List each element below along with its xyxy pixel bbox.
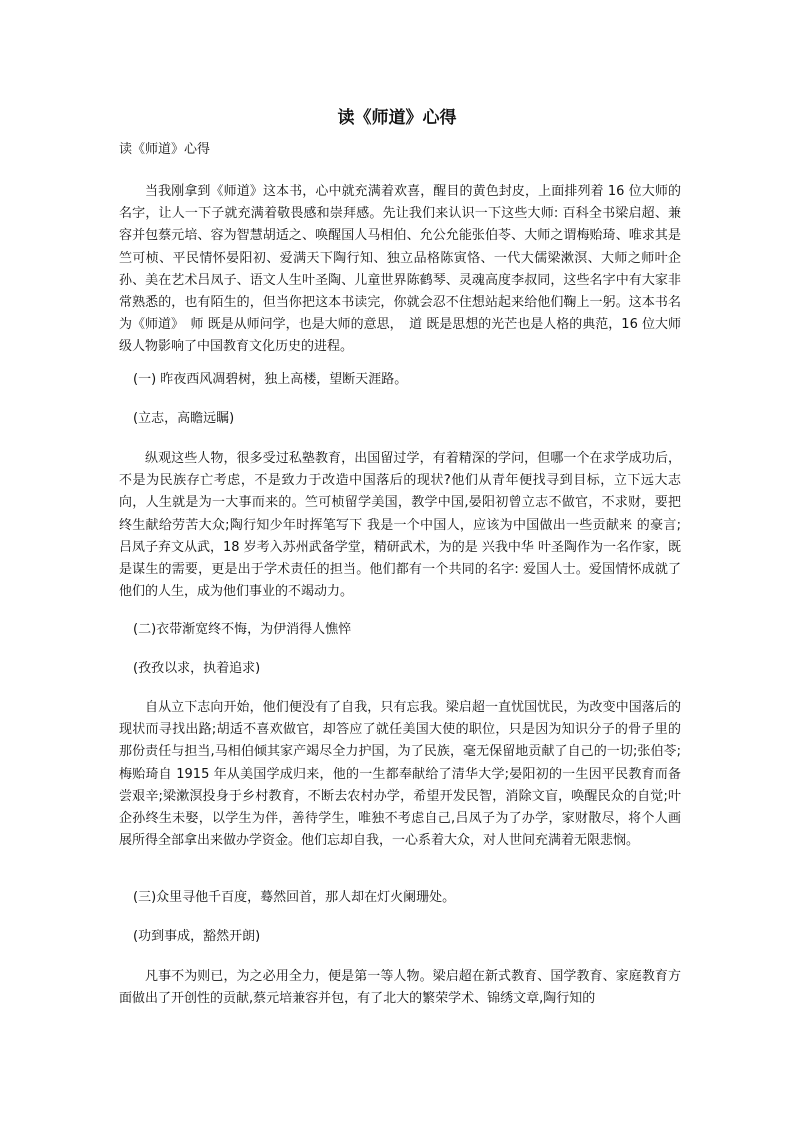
paragraph-intro: 当我刚拿到《师道》这本书，心中就充满着欢喜，醒目的黄色封皮，上面排列着 16 位大师的名字，让人一下子就充满着敬畏感和崇拜感。先让我们来认识一下这些大师: 百科全书梁启超、兼容并包蔡元培、容为智慧胡适之、唤醒国人马相伯、允公允能张伯苓、大师之谓梅贻琦、唯求其是竺可桢、平民情怀晏阳初、爱满天下陶行知、独立品格陈寅恪、一代大儒梁漱溟、大师之师叶企孙、美在艺术吕凤子、语文人生叶圣陶、儿童世界陈鹤琴、灵魂高度李叔同，这些名字中有大家非常熟悉的，也有陌生的，但当你把这本书读完，你就会忍不住想站起来给他们鞠上一躬。这本书名为《师道》 师 既是从师问学，也是大师的意思， 道 既是思想的光芒也是人格的典范，16 位大师级人物影响了中国教育文化历史的进程。 [119, 184, 681, 355]
section-1-theme: (立志，高瞻远瞩) [133, 411, 235, 426]
paragraph-section-2: 自从立下志向开始，他们便没有了自我，只有忘我。梁启超一直忧国忧民，为改变中国落后的现状而寻找出路;胡适不喜欢做官，却答应了就任美国大使的职位，只是因为知识分子的骨子里的那份责任与担当,马相伯倾其家产竭尽全力护国，为了民族，毫无保留地贡献了自己的一切;张伯苓;梅贻琦自 1915 年从美国学成归来，他的一生都奉献给了清华大学;晏阳初的一生因平民教育而备尝艰辛;梁漱溟投身于乡村教育，不断去农村办学，希望开发民智，消除文盲，唤醒民众的自觉;叶企孙终生未娶，以学生为伴，善待学生，唯独不考虑自己,吕凤子为了办学，家财散尽，将个人画展所得全部拿出来做办学资金。他们忘却自我，一心系着大众，对人世间充满着无限悲悯。 [119, 700, 681, 849]
paragraph-section-1: 纵观这些人物，很多受过私塾教育，出国留过学，有着精深的学问，但哪一个在求学成功后，不是为民族存亡考虑，不是致力于改造中国落后的现状?他们从青年便找寻到目标，立下远大志向，人生就是为一大事而来的。竺可桢留学美国，教学中国,晏阳初曾立志不做官，不求财，要把终生献给劳苦大众;陶行知少年时挥笔写下 我是一个中国人，应该为中国做出一些贡献来 的豪言;吕凤子弃文从武，18 岁考入苏州武备学堂，精研武术，为的是 兴我中华 叶圣陶作为一名作家，既是谋生的需要，更是出于学术责任的担当。他们都有一个共同的名字: 爱国人士。爱国情怀成就了他们的人生，成为他们事业的不竭动力。 [119, 451, 681, 600]
section-1-heading: (一) 昨夜西风凋碧树，独上高楼，望断天涯路。 [133, 372, 408, 387]
paragraph-section-3: 凡事不为则已，为之必用全力，便是第一等人物。梁启超在新式教育、国学教育、家庭教育方面做出了开创性的贡献,蔡元培兼容并包，有了北大的繁荣学术、锦绣文章,陶行知的 [119, 969, 681, 1007]
section-2-theme: (孜孜以求，执着追求) [133, 661, 261, 676]
section-3-heading: (三)众里寻他千百度，蓦然回首，那人却在灯火阑珊处。 [133, 890, 456, 905]
document-subtitle: 读《师道》心得 [119, 142, 211, 157]
section-3-theme: (功到事成，豁然开朗) [133, 929, 261, 944]
section-2-heading: (二)衣带渐宽终不悔，为伊消得人憔悴 [133, 622, 352, 637]
document-title: 读《师道》心得 [337, 108, 457, 128]
